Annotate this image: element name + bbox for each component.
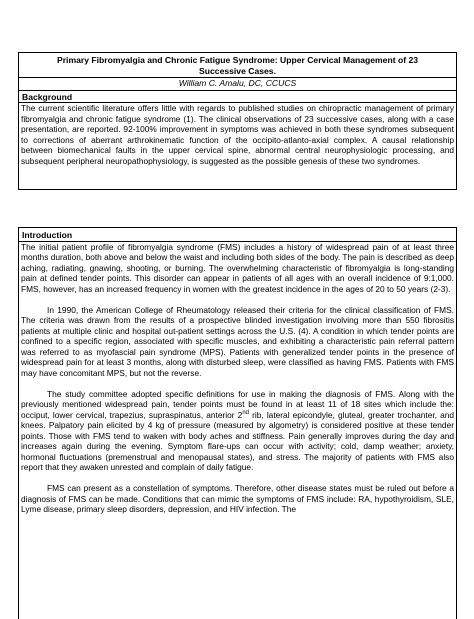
paragraph-spacer (19, 294, 456, 305)
paragraph-spacer (19, 473, 456, 484)
background-heading-row (19, 91, 456, 104)
author-row (19, 78, 456, 91)
background-text: The current scientific literature offers little with regards to published studies on chiropractic management of primary fibromyalgia and chronic fatigue syndrome (1). The clinical observations of 23 successive cases, along with a case presentation, are reported. 92-100% improvement in symptoms was achieved in both these syndromes subsequent to corrections of aberrant arthrokinematic function of the occipito-atlanto-axial complex. A causal relationship between biomechanical faults in the upper cervical spine, abnormal central neurophysiologic processing, and subsequent peripheral neuropathophysiology, is suggested as the possible genesis of these two syndromes. (21, 103, 454, 166)
paper-title-line1: Primary Fibromyalgia and Chronic Fatigue Syndrome: Upper Cervical Management of 23 (56, 55, 419, 65)
intro-paragraph-3-rest: rib, lateral epicondyle, gluteal, greater trochanter, and knees. Palpatory pain elicited by 4 kg of pressure (measured by algometry) is considered positive at these tender points. Those with FMS tend to waken with body aches and stiffness. Pain generally improves during the day and increases again during the evening. Symptom flare-ups can occur with activity; cold, damp weather; anxiety, hormonal fluctuations (premenstrual and menopausal states), and stress. The majority of patients with FMS also report that they awaken unrested and complain of daily fatigue. (21, 409, 454, 472)
paper-title (19, 53, 456, 77)
background-heading: Background (22, 91, 73, 102)
intro-paragraph-4: FMS can present as a constellation of symptoms. Therefore, other disease states must be ruled out before a diagnosis of FMS can be made. Conditions that can mimic the symptoms of FMS include: RA, hypothyroidism, SLE, Lyme disease, primary sleep disorders, depression, and HIV infection. The (21, 483, 454, 514)
abstract-box (18, 52, 457, 190)
intro-paragraph-2: In 1990, the American College of Rheumatology released their criteria for the clinical classification of FMS. The criteria was drawn from the results of a prospective blinded investigation involving more than 550 fibrositis patients at multiple clinic and hospital out-patient settings across the U.S. (4). A condition in which tender points are confined to a specific region, associated with specific muscles, and exhibiting a characteristic pain referral pattern was referred to as myofascial pain syndrome (MPS). Patients with generalized tender points in the presence of widespread pain for at least 3 months, along with disturbed sleep, were classified as having FMS. Patients with FMS may have concomitant MPS, but not the reverse. (21, 304, 454, 378)
paragraph-spacer (19, 378, 456, 389)
background-text-row (19, 103, 456, 166)
title-row (19, 53, 456, 78)
intro-paragraph-3 (19, 389, 456, 473)
intro-paragraph-3-start: The study committee adopted specific definitions for use in making the diagnosis of FMS. Along with the previously mentioned widespread pain, tender points must be found in at least 11 of 18 sites which include the: occiput, lower cervical, trapezius, supraspinatus, anterior 2 (21, 388, 454, 420)
introduction-body (19, 242, 456, 515)
introduction-heading-row (19, 228, 456, 242)
author-name: William C. Amalu, DC, CCUCS (178, 78, 297, 88)
intro-paragraph-1: The initial patient profile of fibromyalgia syndrome (FMS) includes a history of widespread pain of at least three months duration, both above and below the waist and including both sides of the body. The pain is described as deep aching, radiating, gnawing, shooting, or burning. The overwhelming characteristic of fibromyalgia is long-standing pain at defined tender points. This disorder can appear in patients of all ages with an overall incidence of 9:1,000. FMS, however, has an increased frequency in women with the greatest incidence in the ages of 20 to 50 years (2-3). (21, 241, 454, 294)
introduction-heading: Introduction (22, 230, 73, 240)
paper-title-line2: Successive Cases. (199, 65, 276, 76)
introduction-box (18, 227, 457, 619)
ordinal-superscript: nd (242, 409, 250, 416)
